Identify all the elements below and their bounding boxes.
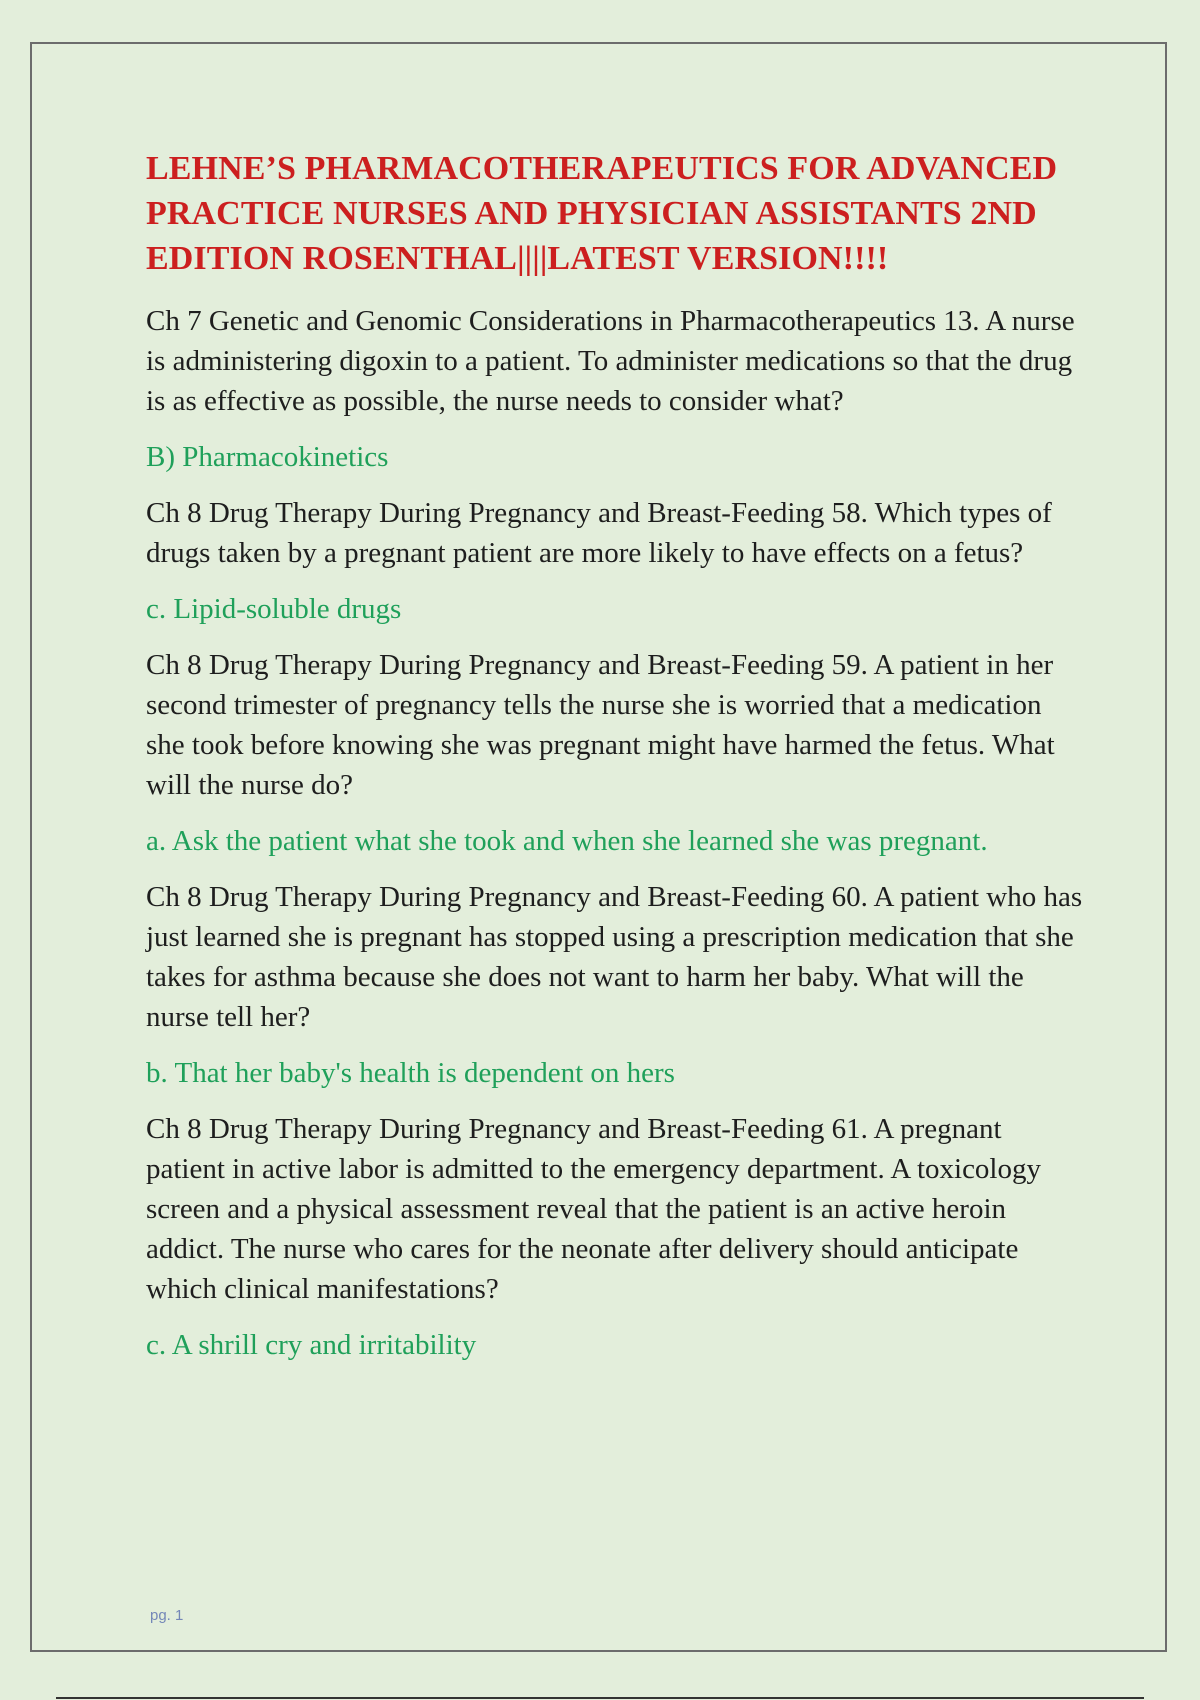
answer-ch8-59: a. Ask the patient what she took and when she learned she was pregnant. [146,825,988,857]
question-ch8-60: Ch 8 Drug Therapy During Pregnancy and Breast-Feeding 60. A patient who has just learned she is pregnant has stopped using a prescription medication that she takes for asthma because she does not want to harm her baby. What will the nurse tell her? [146,881,1083,1033]
answer-ch8-61: c. A shrill cry and irritability [146,1329,477,1361]
answer-ch8-60: b. That her baby's health is dependent on hers [146,1057,675,1089]
page-number: pg. 1 [150,1607,184,1624]
question-ch7-13: Ch 7 Genetic and Genomic Considerations in Pharmacotherapeutics 13. A nurse is administering digoxin to a patient. To administer medications so that the drug is as effective as possible, the nurse needs to consider what? [146,305,1075,417]
bottom-divider [56,1697,1144,1699]
answer-ch7-13: B) Pharmacokinetics [146,441,389,473]
document-title: LEHNE’S PHARMACOTHERAPEUTICS FOR ADVANCED PRACTICE NURSES AND PHYSICIAN ASSISTANTS 2ND EDITION ROSENTHAL||||LATEST VERSION!!!! [146,150,1058,277]
document-content [146,146,1086,1381]
question-ch8-61: Ch 8 Drug Therapy During Pregnancy and Breast-Feeding 61. A pregnant patient in active labor is admitted to the emergency department. A toxicology screen and a physical assessment reveal that the patient is an active heroin addict. The nurse who cares for the neonate after delivery should anticipate which clinical manifestations? [146,1113,1041,1305]
answer-ch8-58: c. Lipid-soluble drugs [146,593,402,625]
question-ch8-58: Ch 8 Drug Therapy During Pregnancy and Breast-Feeding 58. Which types of drugs taken by a pregnant patient are more likely to have effects on a fetus? [146,497,1052,569]
question-ch8-59: Ch 8 Drug Therapy During Pregnancy and Breast-Feeding 59. A patient in her second trimester of pregnancy tells the nurse she is worried that a medication she took before knowing she was pregnant might have harmed the fetus. What will the nurse do? [146,649,1055,801]
